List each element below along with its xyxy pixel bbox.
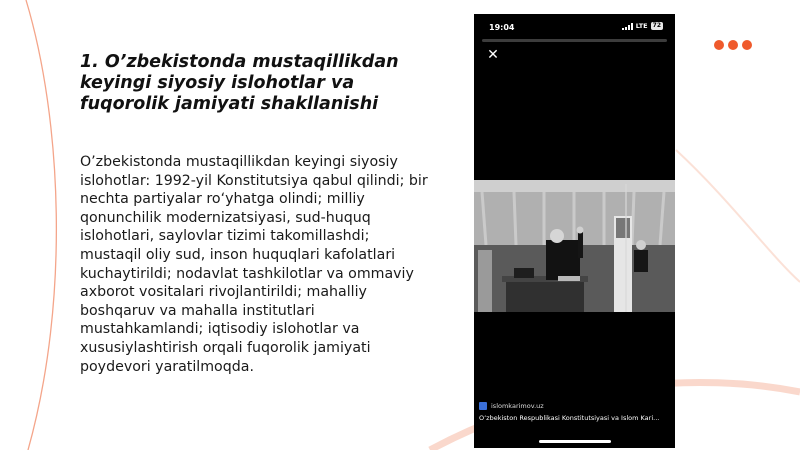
status-bar <box>474 14 675 40</box>
post-caption[interactable]: O’zbekiston Respublikasi Konstitutsiyasi va Islom Kari... <box>479 414 660 422</box>
site-favicon-icon <box>479 402 487 410</box>
post-meta <box>479 402 672 422</box>
more-dots-icon[interactable] <box>714 40 752 50</box>
source-label[interactable]: islomkarimov.uz <box>491 402 544 410</box>
constitution-photo <box>474 180 675 312</box>
story-progress-bar <box>482 39 667 42</box>
home-indicator[interactable] <box>539 440 611 443</box>
close-icon[interactable]: ✕ <box>487 47 499 63</box>
slide-title: 1. O’zbekistonda mustaqillikdan keyingi siyosiy islohotlar va fuqorolik jamiyati shakllanishi <box>80 52 399 114</box>
battery-icon: 72 <box>652 22 661 29</box>
status-time: 19:04 <box>489 23 515 32</box>
signal-icon <box>622 23 633 30</box>
slide-body-text: O’zbekistonda mustaqillikdan keyingi siyosiy islohotlar: 1992-yil Konstitutsiya qabul qilindi; bir nechta partiyalar ro‘yhatga olindi; milliy qonunchilik modernizatsiyasi, sud-huquq islohotlari, saylovlar tizimi takomillashdi; mustaqil oliy sud, inson huquqlari kafolatlari kuchaytirildi; nodavlat tashkilotlar va ommaviy axborot vositalari rivojlantirildi; mahalliy boshqaruv va mahalla institutlari mustahkamlandi; iqtisodiy islohotlar va xususiylashtirish orqali fuqorolik jamiyati poydevori yaratilmoqda. <box>80 154 428 375</box>
network-label: LTE <box>635 22 648 30</box>
phone-screenshot <box>474 14 675 448</box>
